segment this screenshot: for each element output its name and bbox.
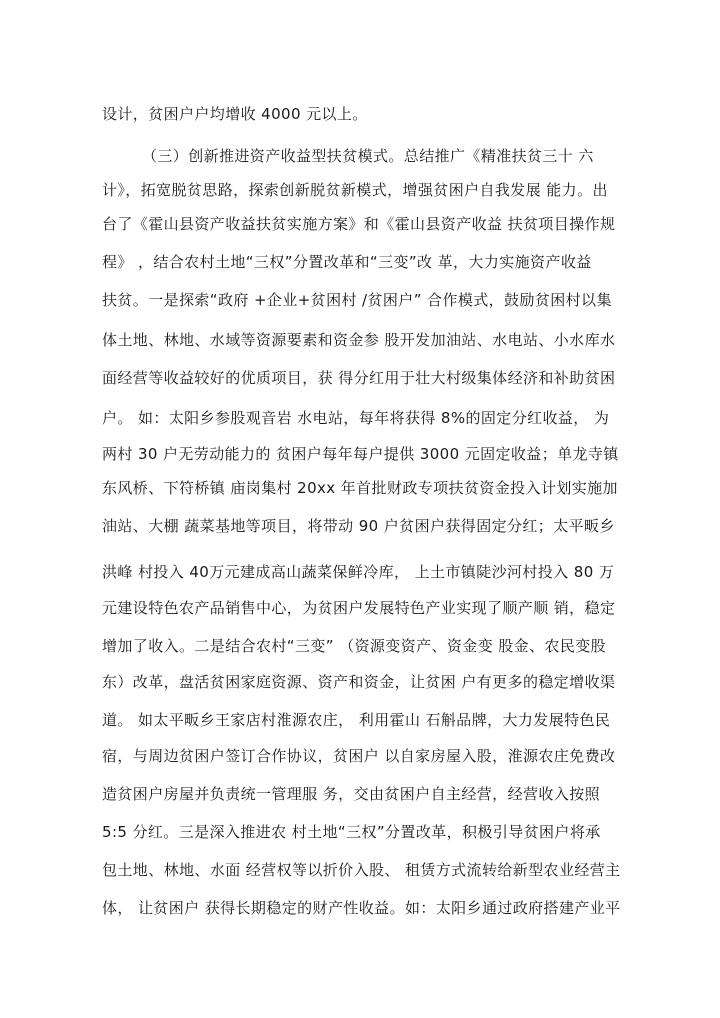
text-line: 体土地、林地、水域等资源要素和资金参 股开发加油站、水电站、小水库水: [102, 331, 616, 349]
text-line: 户。 如：太阳乡参股观音岩 水电站，每年将获得 8%的固定分红收益， 为: [102, 409, 610, 427]
text-line: 东风桥、下符桥镇 庙岗集村 20xx 年首批财政专项扶贫资金投入计划实施加: [102, 479, 618, 497]
text-line: 台了《霍山县资产收益扶贫实施方案》和《霍山县资产收益 扶贫项目操作规: [102, 215, 616, 233]
text-line: 面经营等收益较好的优质项目，获 得分红用于壮大村级集体经济和补助贫困: [102, 369, 616, 387]
text-line: 包土地、林地、水面 经营权等以折价入股、 租赁方式流转给新型农业经营主: [102, 861, 621, 879]
text-line: 程》 ，结合农村土地“三权”分置改革和“三变”改 革，大力实施资产收益: [102, 253, 592, 271]
text-line: （三）创新推进资产收益型扶贫模式。总结推广《精准扶贫三十 六: [142, 147, 594, 165]
text-line: 扶贫。一是探索“政府 +企业+贫困村 /贫困户” 合作模式，鼓励贫困村以集: [102, 291, 612, 309]
text-line: 宿，与周边贫困户签订合作协议，贫困户 以自家房屋入股，淮源农庄免费改: [102, 747, 616, 765]
text-line: 计》，拓宽脱贫思路，探索创新脱贫新模式，增强贫困户自我发展 能力。出: [102, 181, 608, 199]
text-line: 油站、大棚 蔬菜基地等项目，将带动 90 户贫困户获得固定分红；太平畈乡: [102, 517, 615, 535]
text-line: 道。 如太平畈乡王家店村淮源农庄， 利用霍山 石斛品牌，大力发展特色民: [102, 711, 611, 729]
text-line: 两村 30 户无劳动能力的 贫困户每年每户提供 3000 元固定收益；单龙寺镇: [102, 445, 619, 463]
text-line: 造贫困户房屋并负责统一管理服 务，交由贫困户自主经营，经营收入按照: [102, 785, 600, 803]
text-line: 设计，贫困户户均增收 4000 元以上。: [102, 105, 368, 123]
text-line: 洪峰 村投入 40万元建成高山蔬菜保鲜冷库， 上土市镇陡沙河村投入 80 万: [102, 563, 615, 581]
text-line: 元建设特色农产品销售中心，为贫困户发展特色产业实现了顺产顺 销，稳定: [102, 599, 616, 617]
text-line: 东）改革，盘活贫困家庭资源、资产和资金，让贫困 户有更多的稳定增收渠: [102, 673, 616, 691]
text-line: 体， 让贫困户 获得长期稳定的财产性收益。如：太阳乡通过政府搭建产业平: [102, 899, 621, 917]
text-line: 增加了收入。二是结合农村“三变” （资源变资产、资金变 股金、农民变股: [102, 637, 607, 655]
text-line: 5:5 分红。三是深入推进农 村土地“三权”分置改革，积极引导贫困户将承: [102, 823, 601, 841]
